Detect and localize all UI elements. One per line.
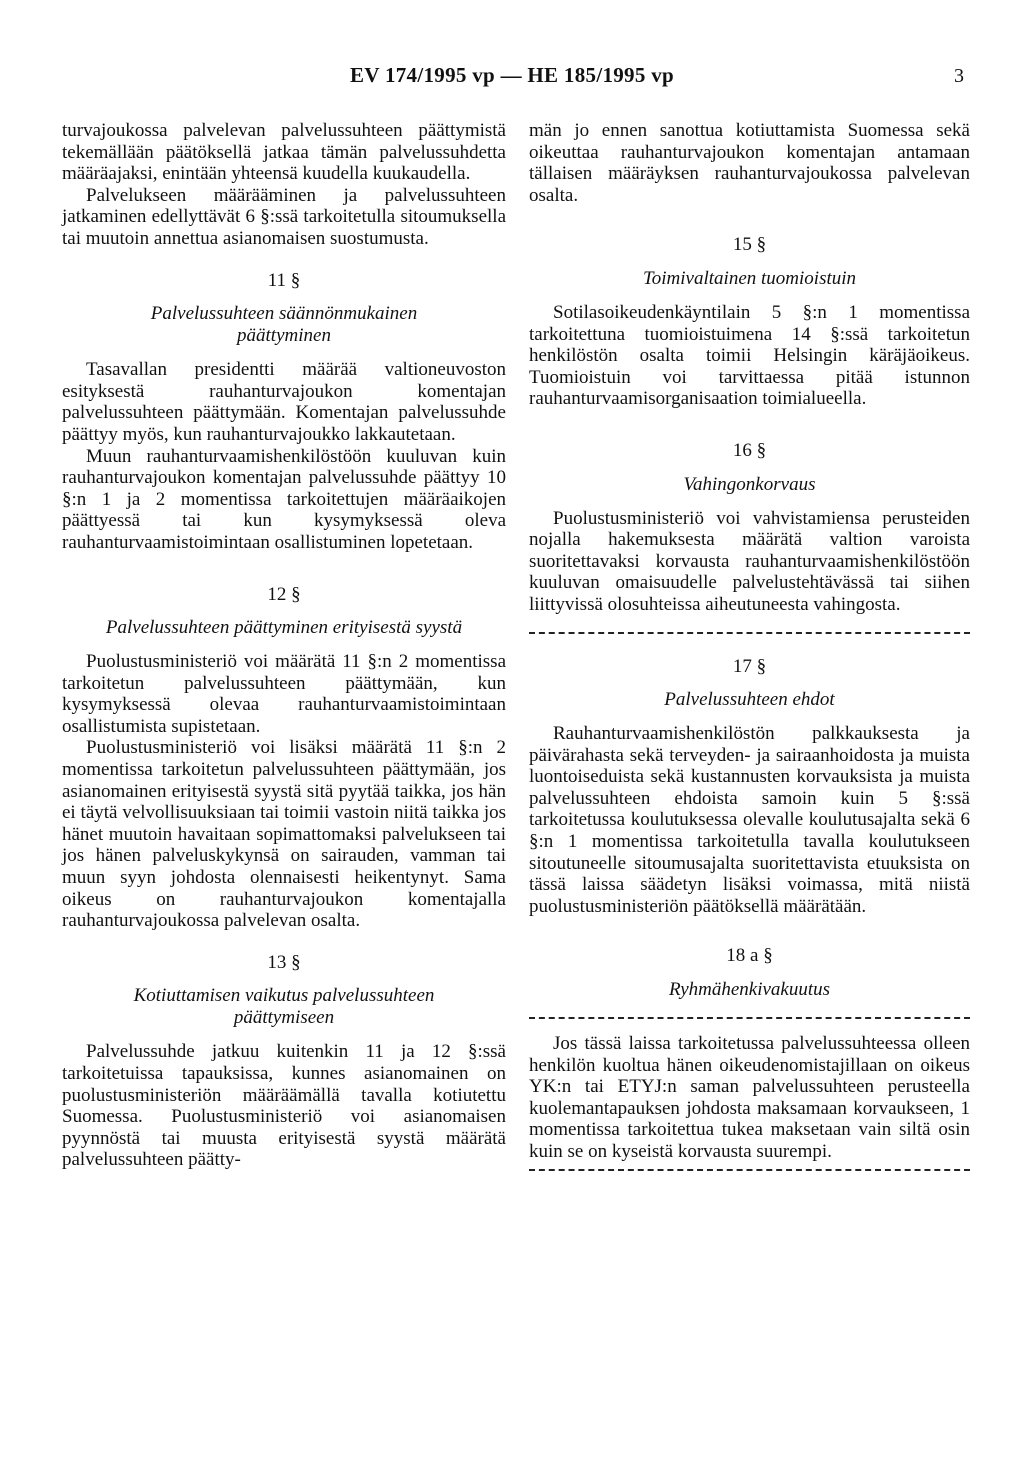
paragraph: Palvelussuhde jatkuu kuitenkin 11 ja 12 §:ssä tarkoitetuissa tapauksissa, kunnes asianomainen on puolustusministeriön määräämällä tavalla kotiutettu Suomessa. Puolustusministeriö voi asianomaisen pyynnöstä tai muusta erityisestä syystä määrätä palvelussuhteen päätty- [62,1041,506,1171]
section-number-13: 13 § [267,951,301,973]
paragraph: Tasavallan presidentti määrää valtioneuvoston esityksestä rauhanturvajoukon komentajan palvelussuhteen päättymään. Komentajan palvelussuhde päättyy myös, kun rauhanturvajoukko lakkautetaan. [62,359,506,445]
section-title-17: Palvelussuhteen ehdot [664,689,835,711]
left-column [62,120,506,1171]
paragraph: Rauhanturvaamishenkilöstön palkkauksesta ja päivärahasta sekä terveyden- ja sairaanhoidosta ja muista luontoiseduista sekä kustannusten korvauksista ja muista palvelussuhteen ehdoista samoin kuin 5 §:ssä tarkoitetussa koulutuksessa olevalle koulutusajalta sekä 6 §:n 1 momentissa tarkoitetulla tavalla koulutukseen sitoutuneelle sitoumusajalta suoritettavista etuuksista on tässä laissa säädetyn lisäksi voimassa, mitä niistä puolustusministeriön päätöksellä määrätään. [529,723,970,917]
section-title-11: Palvelussuhteen säännönmukainen päättyminen [150,303,418,347]
paragraph: Muun rauhanturvaamishenkilöstöön kuuluvan kuin rauhanturvajoukon komentajan palvelussuhde päättyy 10 §:n 1 ja 2 momentissa tarkoitettujen määräaikojen päättyessä tai kun kysymyksessä oleva rauhanturvaamistoimintaan osallistuminen lopetetaan. [62,445,506,553]
section-number-18a: 18 a § [726,945,773,967]
section-number-16: 16 § [732,439,767,461]
section-title-12: Palvelussuhteen päättyminen erityisestä syystä [105,617,463,639]
paragraph: Puolustusministeriö voi määrätä 11 §:n 2 momentissa tarkoitetun palvelussuhteen päättymään, kun kysymyksessä olevaa rauhanturvaamistoimintaan osallistumista supistetaan. [62,651,506,737]
right-column [529,120,970,1185]
paragraph: Sotilasoikeudenkäyntilain 5 §:n 1 momentissa tarkoitettuna tuomioistuimena 14 §:ssä tarkoitetun henkilöstön osalta toimii Helsingin käräjäoikeus. Tuomioistuin voi tarvittaessa pitää istunnon rauhanturvaamisorganisaation toimialueella. [529,301,970,410]
section-title-15: Toimivaltainen tuomioistuin [642,267,857,289]
omission-line [529,1169,970,1171]
section-number-12: 12 § [267,583,301,605]
omission-line [529,1017,970,1019]
section-title-18a: Ryhmähenkivakuutus [668,979,831,1001]
paragraph: turvajoukossa palvelevan palvelussuhteen päättymistä tekemällään päätöksellä jatkaa tämän palvelussuhdetta määräajaksi, enintään yhteensä kuudella kuukaudella. [62,120,506,185]
section-number-15: 15 § [732,234,767,256]
paragraph: Puolustusministeriö voi vahvistamiensa perusteiden nojalla hakemuksesta määrätä valtion varoista suoritettavaksi korvausta rauhanturvaamishenkilöstöön kuuluvan omaisuudelle palvelustehtävässä tai siihen liittyvissä olosuhteissa aiheutuneesta vahingosta. [529,507,970,615]
section-title-13: Kotiuttamisen vaikutus palvelussuhteen päättymiseen [133,985,435,1029]
section-title-16: Vahingonkorvaus [683,473,816,495]
page-header [0,63,1024,93]
section-number-17: 17 § [732,655,767,677]
paragraph: Palvelukseen määrääminen ja palvelussuhteen jatkaminen edellyttävät 6 §:ssä tarkoitetulla sitoumuksella tai muutoin annettua asianomaisen suostumusta. [62,184,506,249]
document-reference: EV 174/1995 vp — HE 185/1995 vp [350,63,674,87]
paragraph: Jos tässä laissa tarkoitetussa palvelussuhteessa olleen henkilön kuoltua hänen oikeudenomistajillaan on oikeus YK:n tai ETYJ:n saman palvelussuhteen perusteella kuolemantapauksen johdosta maksamaan korvaukseen, 1 momentissa tarkoitettua tukea maksetaan vain siltä osin kuin se on kyseistä korvausta suurempi. [529,1033,970,1162]
omission-line [529,632,970,634]
section-number-11: 11 § [267,269,301,291]
paragraph: Puolustusministeriö voi lisäksi määrätä 11 §:n 2 momentissa tarkoitetun palvelussuhteen päättymään, jos asianomainen erityisestä syystä sitä pyytää taikka, jos hän ei täytä velvollisuuksiaan tai toimii vastoin niitä taikka jos hänet muutoin havaitaan sopimattomaksi palvelukseen tai jos hänen palveluskykynsä on sairauden, vamman tai muun syyn johdosta olennaisesti heikentynyt. Sama oikeus on rauhanturvajoukon komentajalla rauhanturvajoukossa palvelevan osalta. [62,737,506,932]
paragraph: män jo ennen sanottua kotiuttamista Suomessa sekä oikeuttaa rauhanturvajoukon komentajan antamaan tällaisen määräyksen rauhanturvajoukossa palvelevan osalta. [529,120,970,206]
page-number: 3 [954,65,964,87]
